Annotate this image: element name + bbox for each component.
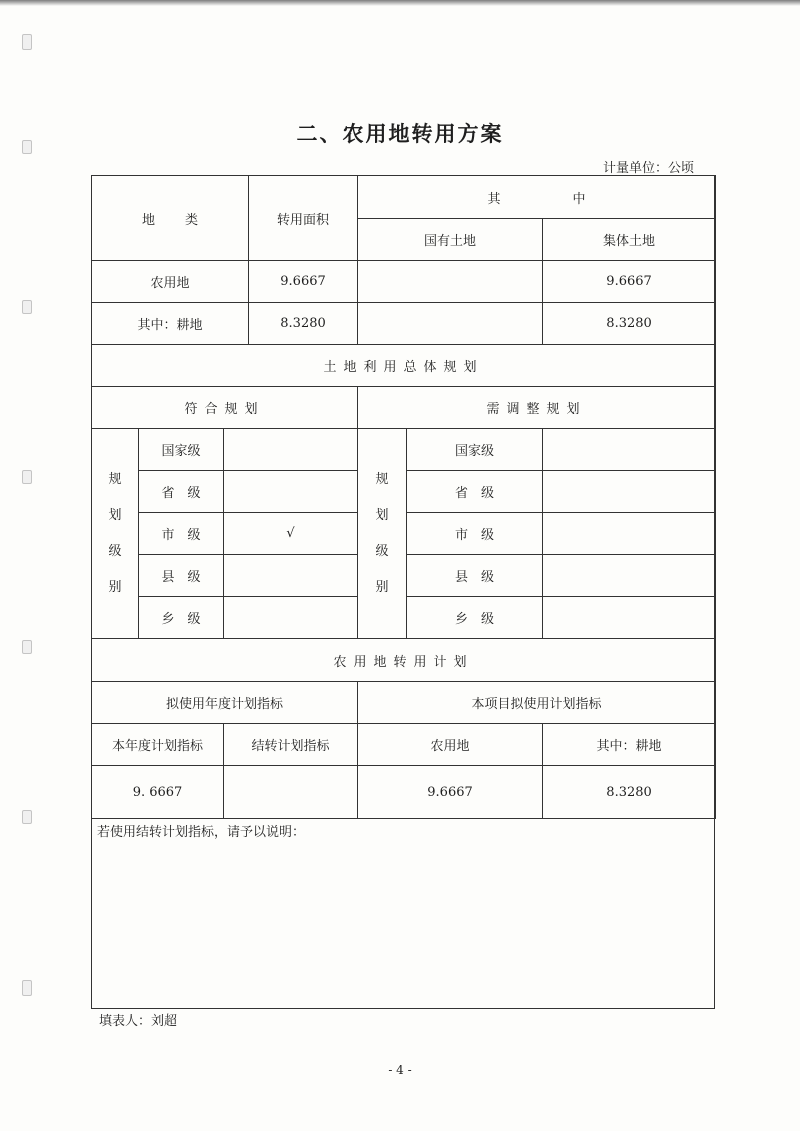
header-this-year-quota: 本年度计划指标 <box>92 724 224 766</box>
comply-mark <box>224 471 358 513</box>
adjust-mark <box>543 471 716 513</box>
value-carryover-quota <box>224 766 358 819</box>
filler-label: 填表人： <box>99 1014 152 1029</box>
header-state-owned-land: 国有土地 <box>358 219 543 261</box>
header-among: 其 中 <box>358 176 716 219</box>
measurement-unit: 计量单位：公顷 <box>602 161 694 176</box>
level-county: 县 级 <box>139 555 224 597</box>
header-comply-plan: 符合规划 <box>92 387 358 429</box>
header-project-quota: 本项目拟使用计划指标 <box>358 682 716 724</box>
level-province: 省 级 <box>139 471 224 513</box>
binding-hole-mark <box>22 980 32 996</box>
row-area: 9.6667 <box>249 261 358 303</box>
row-collective: 8.3280 <box>543 303 716 345</box>
binding-hole-mark <box>22 300 32 314</box>
section-conversion-plan: 农用地转用计划 <box>92 639 716 682</box>
binding-hole-mark <box>22 810 32 824</box>
header-cultivated-land: 其中：耕地 <box>543 724 716 766</box>
row-label: 其中：耕地 <box>92 303 249 345</box>
plan-level-label: 规 划 级 别 <box>358 429 407 639</box>
adjust-mark <box>543 513 716 555</box>
scan-edge <box>0 0 800 6</box>
adjust-mark <box>543 429 716 471</box>
comply-mark: √ <box>224 513 358 555</box>
header-collective-land: 集体土地 <box>543 219 716 261</box>
header-annual-quota: 拟使用年度计划指标 <box>92 682 358 724</box>
plan-level-label: 规 划 级 别 <box>92 429 139 639</box>
comply-mark <box>224 555 358 597</box>
row-label: 农用地 <box>92 261 249 303</box>
row-state-owned <box>358 261 543 303</box>
row-collective: 9.6667 <box>543 261 716 303</box>
binding-hole-mark <box>22 34 32 50</box>
level-city: 市 级 <box>139 513 224 555</box>
section-overall-plan: 土地利用总体规划 <box>92 345 716 387</box>
value-farmland: 9.6667 <box>358 766 543 819</box>
form-filler <box>99 1010 177 1029</box>
header-adjust-plan: 需调整规划 <box>358 387 716 429</box>
value-this-year-quota: 9. 6667 <box>92 766 224 819</box>
level-township: 乡 级 <box>139 597 224 639</box>
table-row <box>92 303 716 345</box>
level-national: 国家级 <box>407 429 543 471</box>
conversion-plan-table <box>91 175 716 819</box>
filler-name: 刘超 <box>151 1014 178 1029</box>
level-city: 市 级 <box>407 513 543 555</box>
adjust-mark <box>543 555 716 597</box>
carryover-explanation-label: 若使用结转计划指标，请予以说明： <box>97 825 306 840</box>
value-cultivated-land: 8.3280 <box>543 766 716 819</box>
header-carryover-quota: 结转计划指标 <box>224 724 358 766</box>
level-township: 乡 级 <box>407 597 543 639</box>
binding-hole-mark <box>22 640 32 654</box>
binding-hole-mark <box>22 470 32 484</box>
page-title: 二、农用地转用方案 <box>296 121 504 146</box>
row-area: 8.3280 <box>249 303 358 345</box>
table-row <box>92 261 716 303</box>
comply-mark <box>224 597 358 639</box>
header-farmland: 农用地 <box>358 724 543 766</box>
comply-mark <box>224 429 358 471</box>
page-number: - 4 - <box>388 1063 412 1077</box>
adjust-mark <box>543 597 716 639</box>
level-national: 国家级 <box>139 429 224 471</box>
row-state-owned <box>358 303 543 345</box>
header-land-type: 地 类 <box>92 176 249 261</box>
header-converted-area: 转用面积 <box>249 176 358 261</box>
level-county: 县 级 <box>407 555 543 597</box>
table-row <box>92 429 716 471</box>
level-province: 省 级 <box>407 471 543 513</box>
table-row <box>92 766 716 819</box>
